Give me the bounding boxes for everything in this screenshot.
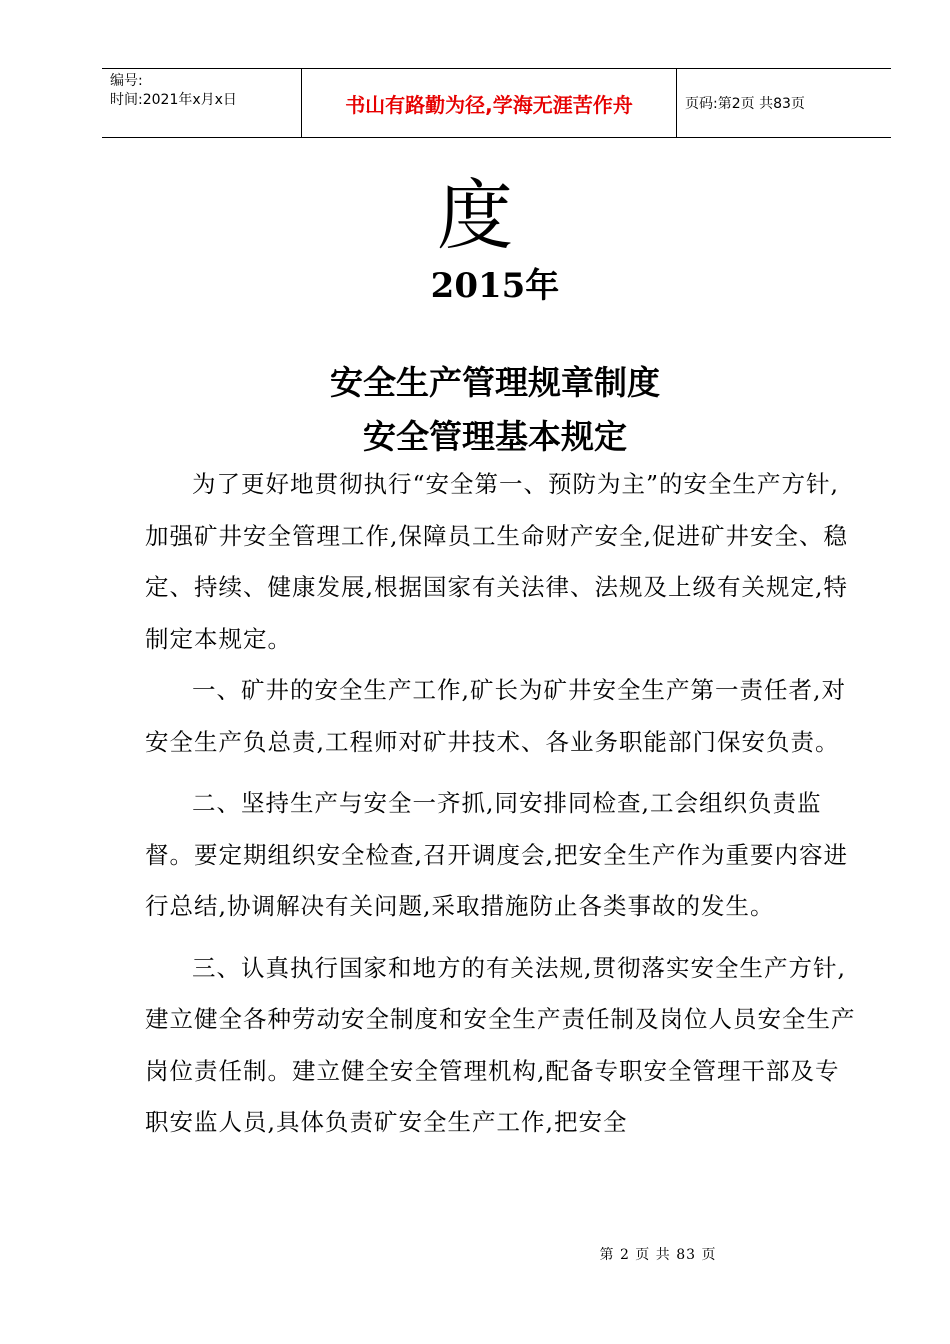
section-title: 安全管理基本规定: [363, 417, 627, 456]
header-motto: 书山有路勤为径,学海无涯苦作舟: [302, 69, 677, 137]
paragraph-2: 二、坚持生产与安全一齐抓,同安排同检查,工会组织负责监督。要定期组织安全检查,召开调度会,把安全生产作为重要内容进行总结,协调解决有关问题,采取措施防止各类事故的发生。: [145, 789, 848, 920]
body-text: [145, 459, 860, 1149]
page-footer: 第 2 页 共 83 页: [599, 1247, 717, 1263]
number-label: 编号:: [110, 73, 143, 89]
paragraph-3: 三、认真执行国家和地方的有关法规,贯彻落实安全生产方针,建立健全各种劳动安全制度和安全生产责任制及岗位人员安全生产岗位责任制。建立健全安全管理机构,配备专职安全管理干部及专职安监人员,具体负责矿安全生产工作,把安全: [145, 953, 856, 1136]
header-meta: [102, 69, 302, 137]
time-label: 时间:2021年x月x日: [110, 92, 237, 108]
page-header: [102, 68, 891, 138]
header-page-info: 页码:第2页 共83页: [685, 96, 805, 112]
paragraph-1: 一、矿井的安全生产工作,矿长为矿井安全生产第一责任者,对安全生产负总责,工程师对矿井技术、各业务职能部门保安负责。: [145, 676, 846, 756]
year-heading: 2015年: [430, 266, 560, 306]
document-title: 安全生产管理规章制度: [330, 363, 660, 402]
large-heading-char: 度: [437, 171, 513, 260]
paragraph-intro: 为了更好地贯彻执行“安全第一、预防为主”的安全生产方针,加强矿井安全管理工作,保障员工生命财产安全,促进矿井安全、稳定、持续、健康发展,根据国家有关法律、法规及上级有关规定,特制定本规定。: [145, 470, 848, 653]
